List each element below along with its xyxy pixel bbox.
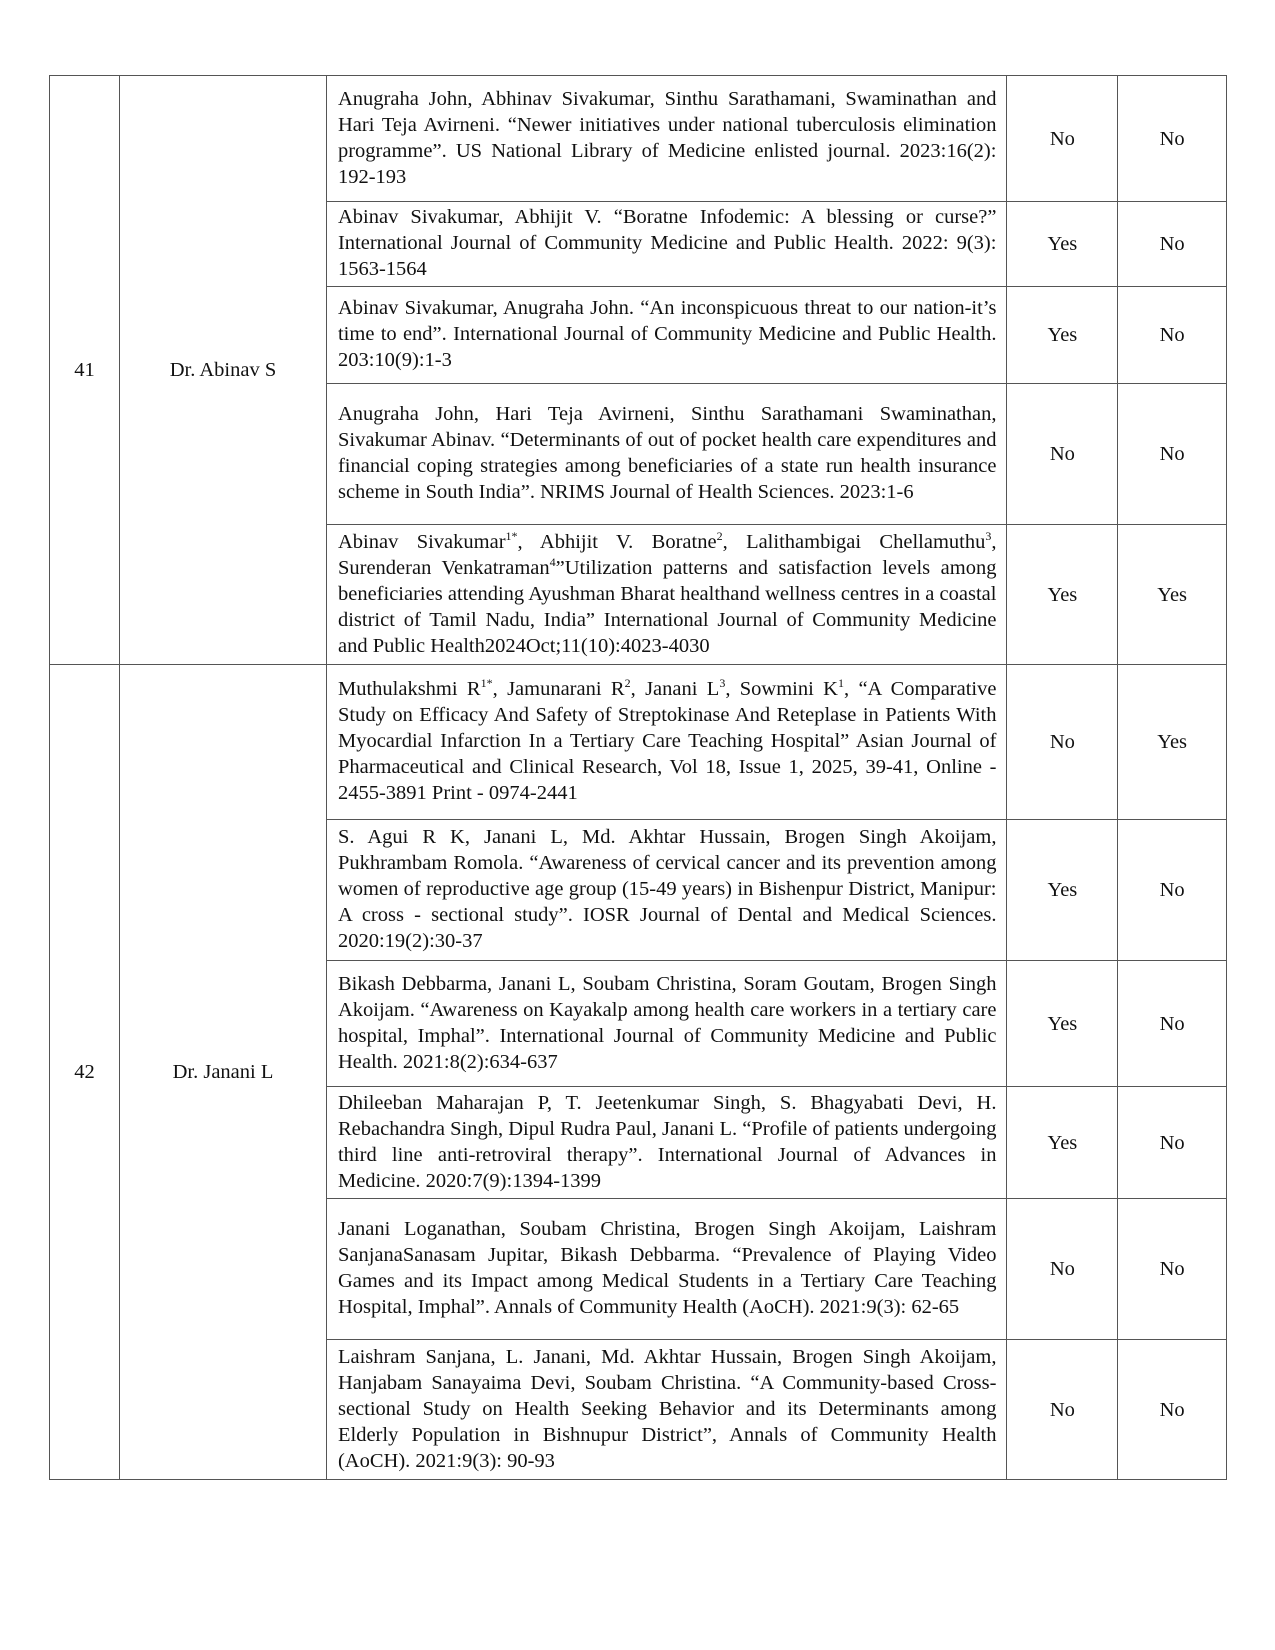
citation-text: , Sowmini K — [725, 678, 838, 700]
citation-text: , Lalithambigai Chellamuthu — [722, 530, 986, 553]
publications-table-body — [50, 76, 1227, 1480]
indexing-status-cell: No — [1007, 384, 1118, 525]
citation-text: Abinav Sivakumar, Anugraha John. “An inconspicuous threat to our nation-it’s time to end”. International Journal of Community Medicine and Public Health. 203:10(9):1-3 — [337, 297, 997, 371]
citation-text: Anugraha John, Abhinav Sivakumar, Sinthu Sarathamani, Swaminathan and Hari Teja Avirneni. “Newer initiatives under national tuberculosis elimination programme”. US National Library of Medicine enlisted journal. 2023:16(2): 192-193 — [337, 87, 997, 188]
citation-text: Dhileeban Maharajan P, T. Jeetenkumar Singh, S. Bhagyabati Devi, H. Rebachandra Singh, Dipul Rudra Paul, Janani L. “Profile of patients undergoing third line anti-retroviral therapy”. International Journal of Advances in Medicine. 2020:7(9):1394-1399 — [337, 1091, 997, 1192]
indexing-status-cell: Yes — [1007, 202, 1118, 287]
indexing-status-cell-2: No — [1118, 961, 1227, 1087]
publication-citation-cell — [326, 1087, 1006, 1199]
publication-citation-cell — [326, 384, 1006, 525]
citation-text: , Abhijit V. Boratne — [517, 530, 717, 553]
publication-citation-cell — [326, 1340, 1006, 1480]
citation-text: Muthulakshmi R — [337, 678, 481, 700]
indexing-status-cell-2: No — [1118, 384, 1227, 525]
indexing-status-cell-2: No — [1118, 1340, 1227, 1480]
indexing-status-cell-2: No — [1118, 820, 1227, 961]
citation-text: Anugraha John, Hari Teja Avirneni, Sinthu Sarathamani Swaminathan, Sivakumar Abinav. “Determinants of out of pocket health care expenditures and financial coping strategies among beneficiaries of a state run health insurance scheme in South India”. NRIMS Journal of Health Sciences. 2023:1-6 — [337, 403, 997, 503]
author-affiliation-superscript: 1 — [837, 676, 844, 690]
indexing-status-cell: Yes — [1007, 961, 1118, 1087]
citation-text: Bikash Debbarma, Janani L, Soubam Christina, Soram Goutam, Brogen Singh Akoijam. “Awareness on Kayakalp among health care workers in a tertiary care hospital, Imphal”. International Journal of Community Medicine and Public Health. 2021:8(2):634-637 — [337, 972, 997, 1073]
author-affiliation-superscript: 2 — [624, 676, 631, 690]
citation-text: Abinav Sivakumar — [337, 530, 506, 553]
publication-citation-cell — [326, 820, 1006, 961]
indexing-status-cell-2: No — [1118, 1087, 1227, 1199]
author-affiliation-superscript: 4 — [549, 554, 556, 569]
publication-citation-cell — [326, 76, 1006, 202]
faculty-name-cell: Dr. Abinav S — [120, 76, 327, 665]
indexing-status-cell-2: No — [1118, 76, 1227, 202]
indexing-status-cell-2: No — [1118, 287, 1227, 384]
indexing-status-cell-2: No — [1118, 1199, 1227, 1340]
author-affiliation-superscript: 1* — [480, 676, 493, 690]
citation-text: S. Agui R K, Janani L, Md. Akhtar Hussain, Brogen Singh Akoijam, Pukhrambam Romola. “Awareness of cervical cancer and its prevention among women of reproductive age group (15-49 years) in Bishenpur District, Manipur: A cross - sectional study”. IOSR Journal of Dental and Medical Sciences. 2020:19(2):30-37 — [337, 826, 997, 952]
citation-text: Abinav Sivakumar, Abhijit V. “Boratne Infodemic: A blessing or curse?” International Journal of Community Medicine and Public Health. 2022: 9(3): 1563-1564 — [337, 206, 997, 280]
citation-text: , Surenderan Venkatraman — [337, 530, 997, 579]
publication-citation-cell — [326, 287, 1006, 384]
citation-text: , Jamunarani R — [492, 678, 625, 700]
indexing-status-cell-2: No — [1118, 202, 1227, 287]
citation-text: Janani Loganathan, Soubam Christina, Brogen Singh Akoijam, Laishram SanjanaSanasam Jupitar, Bikash Debbarma. “Prevalence of Playing Video Games and its Impact among Medical Students in a Tertiary Care Teaching Hospital, Imphal”. Annals of Community Health (AoCH). 2021:9(3): 62-65 — [337, 1218, 997, 1318]
indexing-status-cell: No — [1007, 76, 1118, 202]
citation-text: , “A Comparative Study on Efficacy And Safety of Streptokinase And Reteplase in Patients With Myocardial Infarction In a Tertiary Care Teaching Hospital” Asian Journal of Pharmaceutical and Clinical Research, Vol 18, Issue 1, 2025, 39-41, Online - 2455-3891 Print - 0974-2441 — [337, 678, 997, 804]
publication-citation-cell — [326, 525, 1006, 665]
publication-row — [50, 76, 1227, 202]
publication-citation-cell — [326, 961, 1006, 1087]
publications-table — [49, 75, 1227, 1480]
author-affiliation-superscript: 2 — [716, 528, 723, 543]
publication-citation-cell — [326, 202, 1006, 287]
citation-text: Laishram Sanjana, L. Janani, Md. Akhtar Hussain, Brogen Singh Akoijam, Hanjabam Sanayaima Devi, Soubam Christina. “A Community-based Cross-sectional Study on Health Seeking Behavior and its Determinants among Elderly Population in Bishnupur District”, Annals of Community Health (AoCH). 2021:9(3): 90-93 — [337, 1345, 997, 1472]
citation-text: ”Utilization patterns and satisfaction levels among beneficiaries attending Ayushman Bharat healthand wellness centres in a coastal district of Tamil Nadu, India” International Journal of Community Medicine and Public Health2024Oct;11(10):4023-4030 — [337, 556, 997, 657]
indexing-status-cell: No — [1007, 1340, 1118, 1480]
indexing-status-cell: Yes — [1007, 525, 1118, 665]
indexing-status-cell: Yes — [1007, 1087, 1118, 1199]
publication-citation-cell — [326, 1199, 1006, 1340]
author-affiliation-superscript: 3 — [985, 528, 992, 543]
publication-citation-cell — [326, 665, 1006, 820]
serial-number-cell: 42 — [50, 665, 120, 1480]
indexing-status-cell: No — [1007, 1199, 1118, 1340]
indexing-status-cell: Yes — [1007, 287, 1118, 384]
faculty-name-cell: Dr. Janani L — [120, 665, 327, 1480]
indexing-status-cell: Yes — [1007, 820, 1118, 961]
author-affiliation-superscript: 3 — [719, 676, 726, 690]
author-affiliation-superscript: 1* — [505, 528, 518, 543]
citation-text: , Janani L — [630, 678, 720, 700]
indexing-status-cell-2: Yes — [1118, 665, 1227, 820]
publication-row — [50, 665, 1227, 820]
indexing-status-cell-2: Yes — [1118, 525, 1227, 665]
serial-number-cell: 41 — [50, 76, 120, 665]
indexing-status-cell: No — [1007, 665, 1118, 820]
